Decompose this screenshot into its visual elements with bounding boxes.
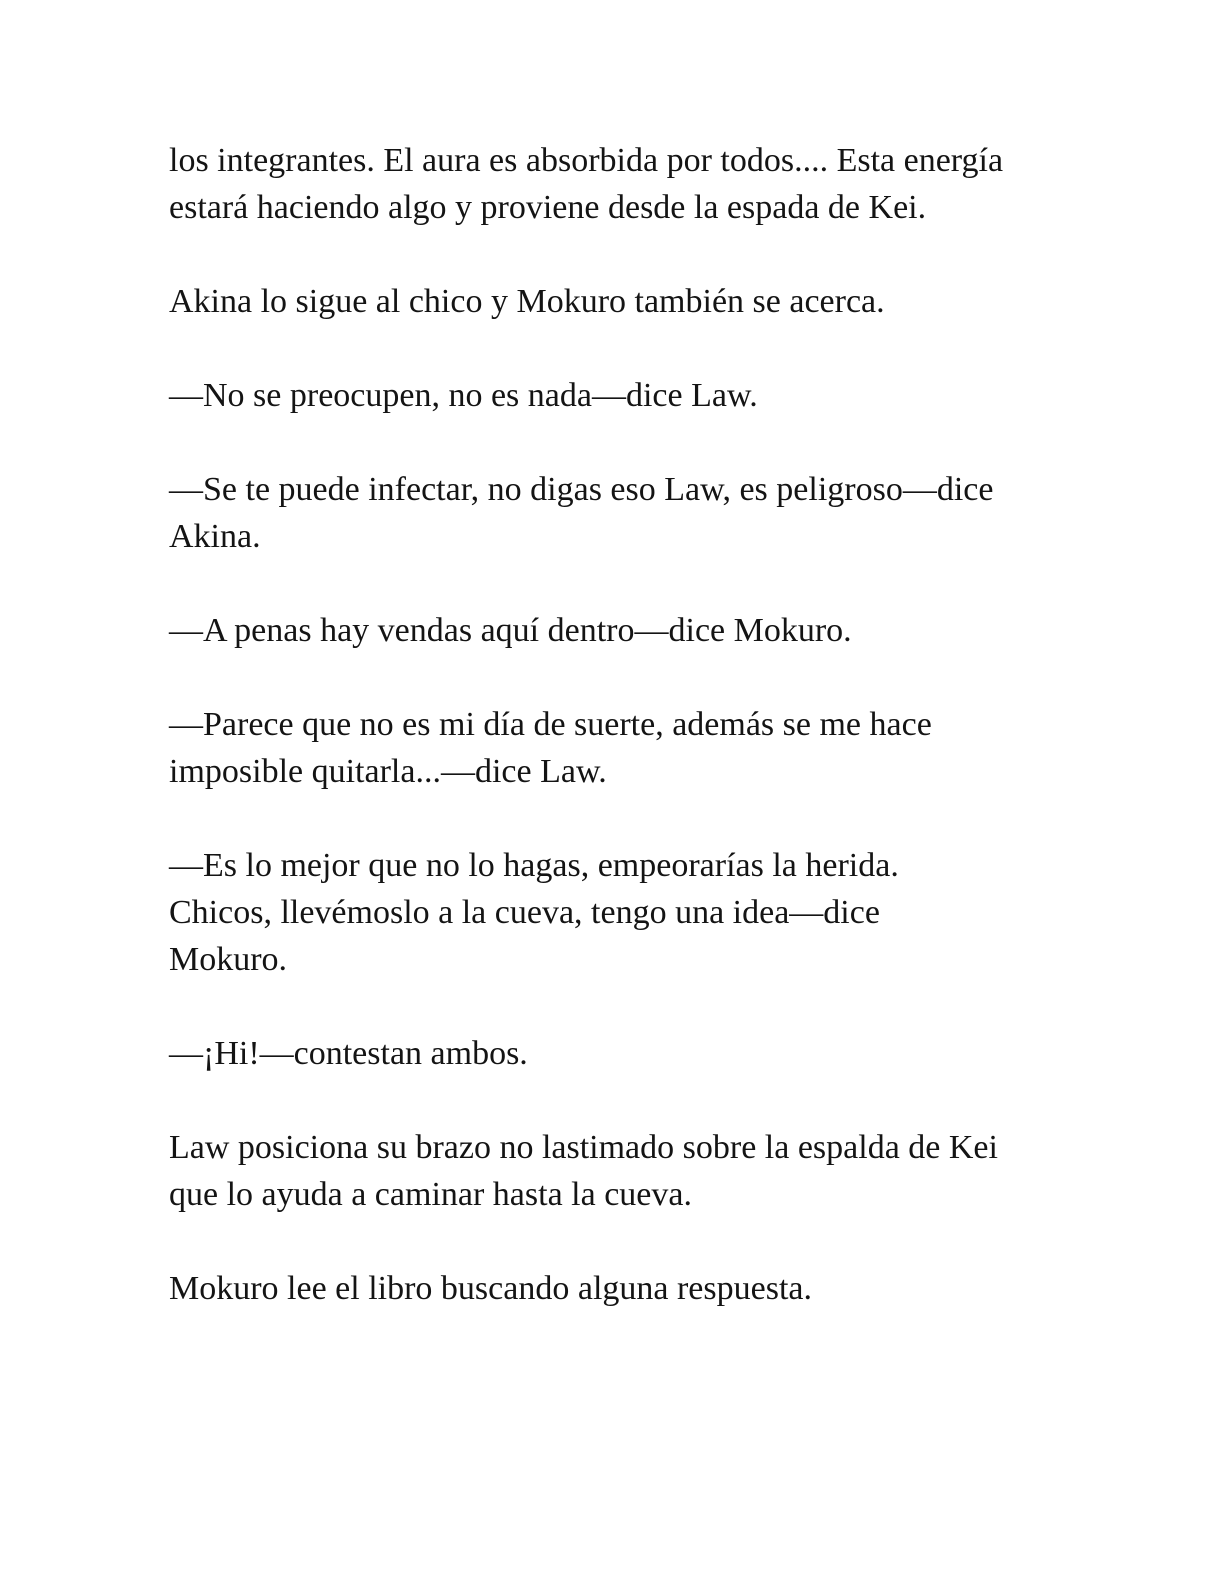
paragraph: Akina lo sigue al chico y Mokuro también se acerca. (169, 283, 885, 320)
paragraph: Law posiciona su brazo no lastimado sobre la espalda de Kei que lo ayuda a caminar hasta la cueva. (169, 1129, 998, 1213)
paragraph: Mokuro lee el libro buscando alguna respuesta. (169, 1270, 812, 1307)
dialogue-paragraph: —No se preocupen, no es nada—dice Law. (169, 377, 758, 414)
dialogue-paragraph: —¡Hi!—contestan ambos. (169, 1035, 528, 1072)
dialogue-paragraph: —Parece que no es mi día de suerte, además se me hace imposible quitarla...—dice Law. (169, 706, 932, 790)
dialogue-paragraph: —A penas hay vendas aquí dentro—dice Mokuro. (169, 612, 852, 649)
dialogue-paragraph: —Se te puede infectar, no digas eso Law, es peligroso—dice Akina. (169, 471, 994, 555)
dialogue-paragraph: —Es lo mejor que no lo hagas, empeorarías la herida. Chicos, llevémoslo a la cueva, tengo una idea—dice Mokuro. (169, 847, 899, 978)
page-body (169, 137, 1059, 1359)
paragraph: los integrantes. El aura es absorbida por todos.... Esta energía estará haciendo algo y proviene desde la espada de Kei. (169, 142, 1004, 226)
